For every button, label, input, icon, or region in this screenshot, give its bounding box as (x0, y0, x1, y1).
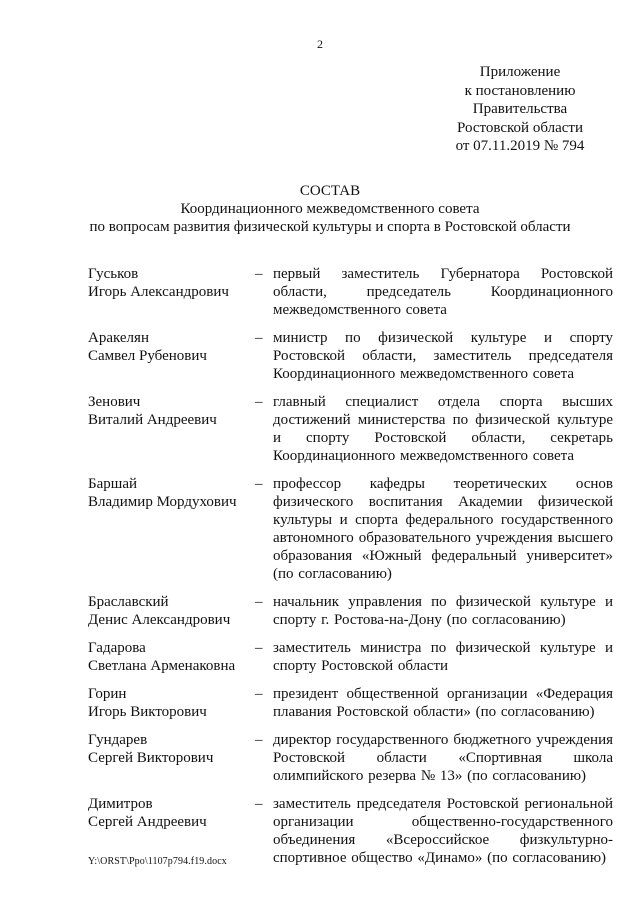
member-given-name: Владимир Мордухович (88, 494, 237, 510)
appendix-block (440, 63, 600, 156)
page-number: 2 (317, 37, 323, 51)
appendix-line: Ростовской области (457, 119, 583, 136)
member-surname: Гуськов (88, 266, 139, 282)
member-given-name: Денис Александрович (88, 612, 231, 628)
member-role: директор государственного бюджетного учреждения Ростовской области «Спортивная школа олимпийского резерва № 13» (по согласованию) (273, 732, 613, 784)
member-surname: Гадарова (88, 640, 146, 656)
member-dash: – (255, 732, 263, 748)
member-surname: Зенович (88, 394, 141, 410)
member-row (88, 731, 613, 785)
member-role: заместитель председателя Ростовской региональной организации общественно-государственного объединения «Всероссийское физкультурно-спортивное общество «Динамо» (по согласованию) (273, 796, 613, 866)
title-line: Координационного межведомственного совета (180, 201, 480, 217)
member-role: министр по физической культуре и спорту Ростовской области, заместитель председателя Координационного межведомственного совета (273, 330, 613, 382)
member-dash: – (255, 266, 263, 282)
member-name (88, 639, 255, 675)
member-given-name: Сергей Андреевич (88, 814, 207, 830)
appendix-line: к постановлению (464, 82, 576, 99)
member-list (88, 265, 613, 877)
appendix-line: Правительства (472, 101, 568, 117)
title-line: по вопросам развития физической культуры и спорта в Ростовской области (89, 219, 571, 235)
member-dash: – (255, 394, 263, 410)
member-row (88, 593, 613, 629)
title-heading: СОСТАВ (299, 183, 361, 199)
member-role: заместитель министра по физической культуре и спорту Ростовской области (273, 640, 613, 674)
member-name (88, 593, 255, 629)
file-path-footer: Y:\ORST\Ppo\1107p794.f19.docx (88, 856, 227, 867)
member-row (88, 685, 613, 721)
member-surname: Баршай (88, 476, 138, 492)
member-surname: Гундарев (88, 732, 148, 748)
member-dash: – (255, 686, 263, 702)
member-dash: – (255, 594, 263, 610)
member-name (88, 265, 255, 319)
appendix-line: Приложение (479, 64, 561, 80)
member-name (88, 475, 255, 583)
member-role: первый заместитель Губернатора Ростовской области, председатель Координационного межведомственного совета (273, 266, 613, 318)
member-name (88, 393, 255, 465)
member-role: главный специалист отдела спорта высших достижений министерства по физической культуре и спорту Ростовской области, секретарь Координационного межведомственного совета (273, 394, 613, 464)
member-dash: – (255, 476, 263, 492)
member-row (88, 265, 613, 319)
member-name (88, 329, 255, 383)
member-given-name: Виталий Андреевич (88, 412, 217, 428)
document-title (60, 182, 600, 236)
member-given-name: Сергей Викторович (88, 750, 214, 766)
member-name (88, 731, 255, 785)
appendix-line: от 07.11.2019 № 794 (455, 138, 585, 154)
member-name (88, 685, 255, 721)
member-given-name: Светлана Арменаковна (88, 658, 236, 674)
member-surname: Димитров (88, 796, 153, 812)
member-given-name: Игорь Александрович (88, 284, 229, 300)
member-given-name: Игорь Викторович (88, 704, 207, 720)
member-dash: – (255, 796, 263, 812)
member-row (88, 475, 613, 583)
member-role: профессор кафедры теоретических основ физического воспитания Академии физической культуры и спорта федерального государственного автономного образовательного учреждения высшего образования «Южный федеральный университет» (по согласованию) (273, 476, 613, 582)
member-row (88, 639, 613, 675)
member-surname: Аракелян (88, 330, 149, 346)
member-dash: – (255, 640, 263, 656)
member-given-name: Самвел Рубенович (88, 348, 207, 364)
member-row (88, 393, 613, 465)
member-role: президент общественной организации «Федерация плавания Ростовской области» (по согласованию) (273, 686, 613, 720)
member-role: начальник управления по физической культуре и спорту г. Ростова-на-Дону (по согласованию) (273, 594, 613, 628)
member-surname: Браславский (88, 594, 169, 610)
member-dash: – (255, 330, 263, 346)
member-row (88, 329, 613, 383)
member-surname: Горин (88, 686, 127, 702)
